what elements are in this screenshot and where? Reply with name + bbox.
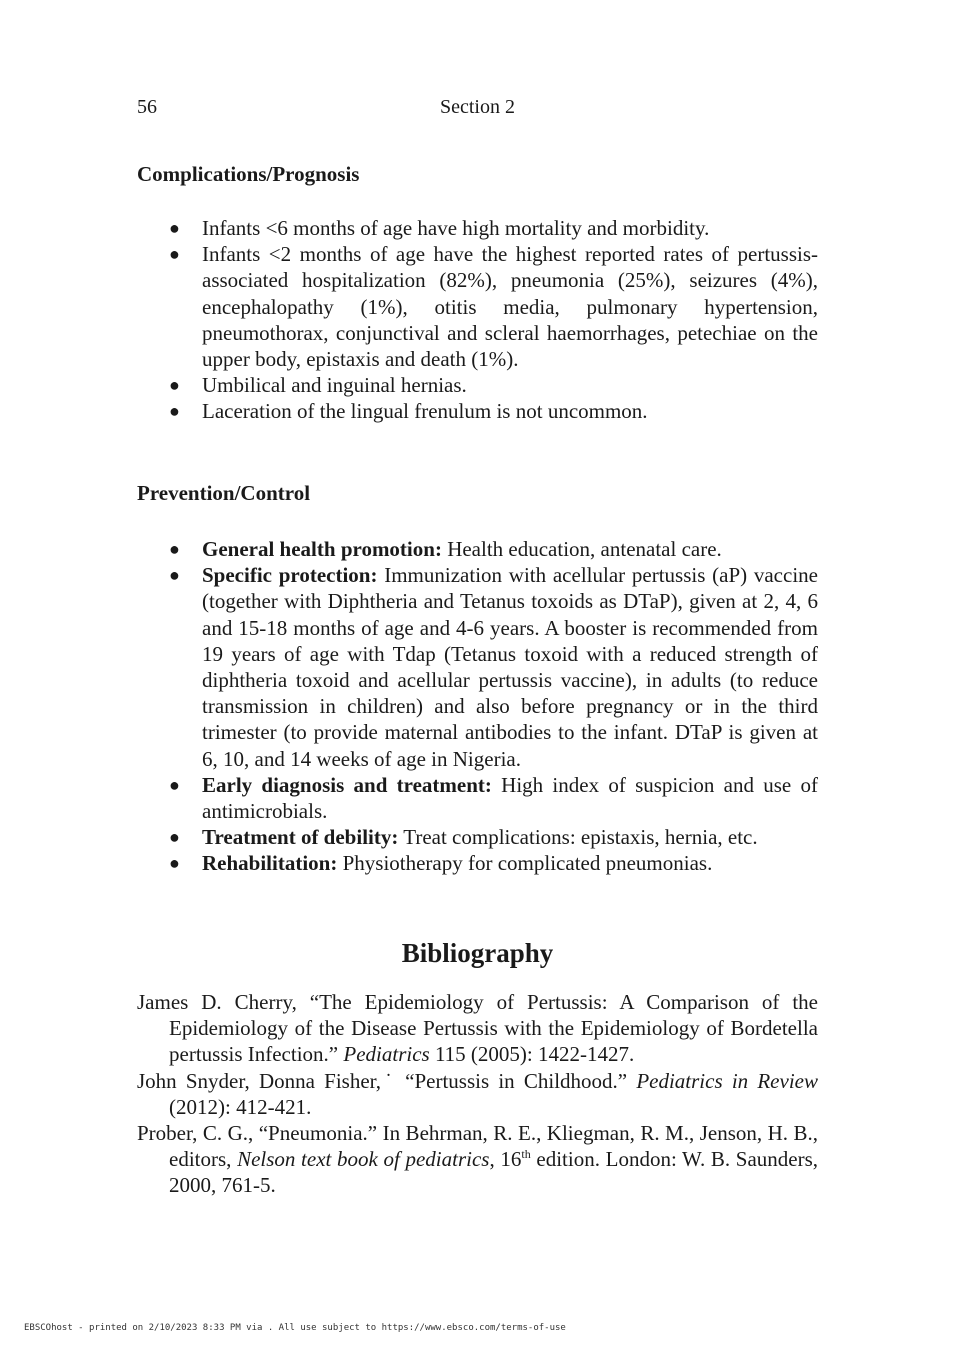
item-label: General health promotion: [202, 537, 442, 561]
bullet-icon: ● [169, 401, 180, 422]
complications-heading: Complications/Prognosis [137, 162, 360, 186]
list-item: ● Specific protection: Immunization with acellular pertussis (aP) vaccine (together with Diphtheria and Tetanus toxoids as DTaP), given at 2, 4, 6 and 15-18 months of age and 4-6 years. A booster is recommended from 19 years of age with Tdap (Tetanus toxoid with a reduced strength of diphtheria toxoid and acellular pertussis vaccine), in adults (to reduce transmission in children) and also before pregnancy or in the third trimester (to provide maternal antibodies to the infant. DTaP is given at 6, 10, and 14 weeks of age in Nigeria. [169, 563, 818, 771]
bullet-icon: ● [169, 565, 180, 586]
bullet-icon: ● [169, 774, 180, 795]
list-item: ● Infants <2 months of age have the highest reported rates of pertussis-associated hospitalization (82%), pneumonia (25%), seizures (4%), encephalopathy (1%), otitis media, pulmonary hypertension, pneumothorax, conjunctival and scleral haemorrhages, petechiae on the upper body, epistaxis and death (1%). [169, 242, 818, 372]
complications-list [137, 215, 818, 425]
list-item: ● Umbilical and inguinal hernias. [169, 373, 467, 398]
list-item: ● Infants <6 months of age have high mortality and morbidity. [169, 216, 710, 240]
bullet-icon: ● [169, 853, 180, 874]
bullet-icon: ● [169, 375, 180, 396]
list-item: ● General health promotion: Health education, antenatal care. [169, 537, 722, 561]
complications-section [137, 162, 818, 425]
list-item: ● Early diagnosis and treatment: High index of suspicion and use of antimicrobials. [169, 772, 819, 824]
prevention-list [137, 536, 818, 877]
item-label: Rehabilitation: [202, 851, 338, 876]
item-label: Early diagnosis and treatment: [202, 772, 492, 797]
bibliography-entry: Prober, C. G., “Pneumonia.” In Behrman, R. E., Kliegman, R. M., Jenson, H. B., editors, Nelson text book of pediatrics, 16th edition. London: W. B. Saunders, 2000, 761-5. [137, 1121, 819, 1198]
list-item: ● Rehabilitation: Physiotherapy for complicated pneumonias. [169, 851, 713, 876]
page-number: 56 [137, 96, 157, 118]
print-footer: EBSCOhost - printed on 2/10/2023 8:33 PM via . All use subject to https://www.ebsco.com/terms-of-use [24, 1323, 566, 1333]
prevention-heading: Prevention/Control [137, 481, 311, 505]
bullet-icon: ● [169, 539, 180, 559]
item-label: Specific protection: [202, 563, 378, 588]
item-label: Treatment of debility: [202, 825, 399, 850]
bullet-icon: ● [169, 218, 180, 238]
bibliography-title: Bibliography [401, 938, 554, 968]
bibliography-entry: John Snyder, Donna Fisher,˙ “Pertussis in Childhood.” Pediatrics in Review (2012): 412-421. [137, 1068, 818, 1119]
prevention-section [137, 481, 818, 877]
list-item: ● Laceration of the lingual frenulum is not uncommon. [169, 399, 648, 424]
bibliography-list [137, 989, 818, 1199]
list-item: ● Treatment of debility: Treat complications: epistaxis, hernia, etc. [169, 825, 758, 850]
bibliography-entry: James D. Cherry, “The Epidemiology of Pertussis: A Comparison of the Epidemiology of the Disease Pertussis with the Epidemiology of Bordetella pertussis Infection.” Pediatrics 115 (2005): 1422-1427. [137, 990, 818, 1067]
bullet-icon: ● [169, 827, 180, 848]
bullet-icon: ● [169, 244, 180, 265]
running-header: Section 2 [440, 96, 515, 118]
